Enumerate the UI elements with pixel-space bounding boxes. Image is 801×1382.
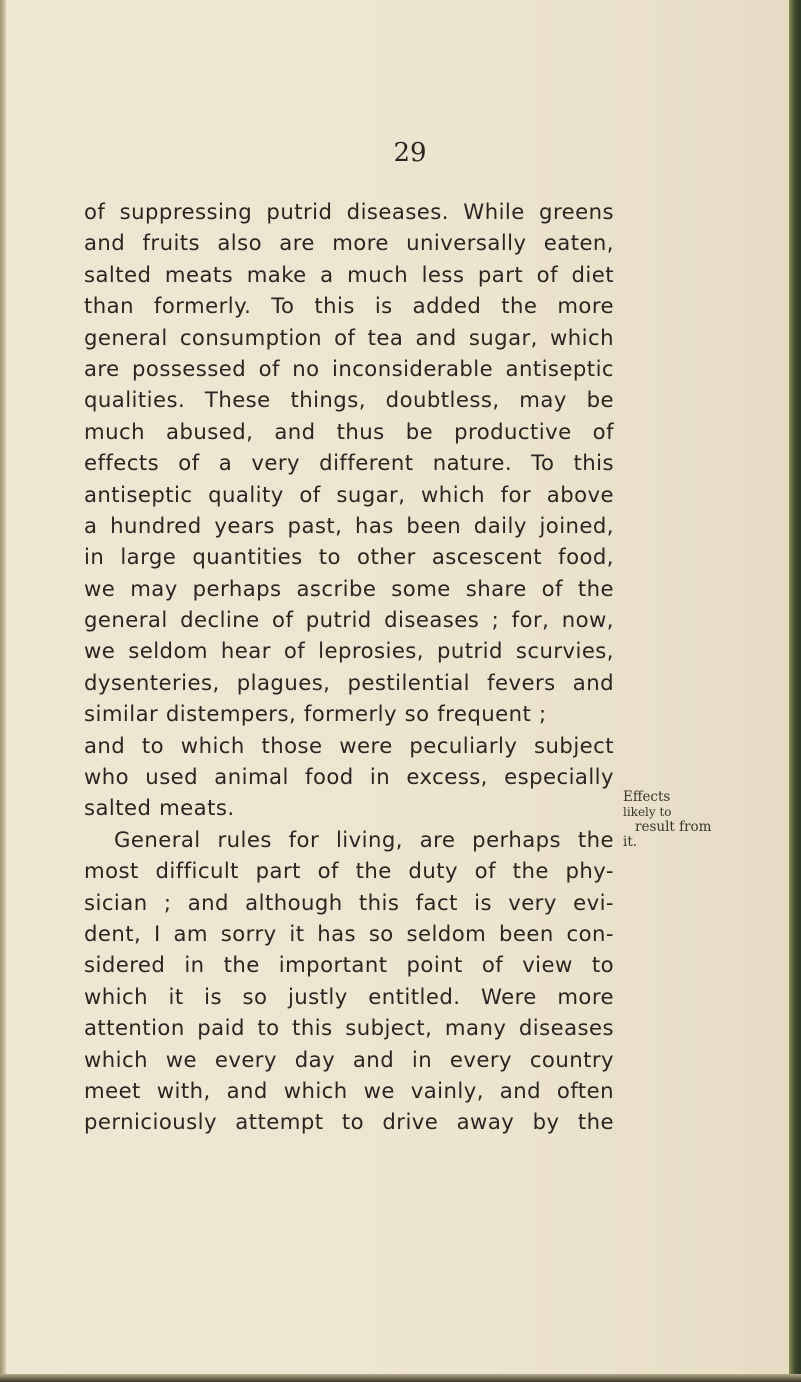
text-line: perniciously attempt to drive away by the — [84, 1109, 614, 1135]
text-line: a hundred years past, has been daily joined, — [84, 512, 614, 538]
text-line: in large quantities to other ascescent food, — [84, 544, 614, 570]
text-line: similar distempers, formerly so frequent ; — [84, 701, 547, 727]
text-line: effects of a very different nature. To this — [84, 450, 614, 476]
text-line: general consumption of tea and sugar, which — [84, 324, 614, 350]
text-line: of suppressing putrid diseases. While greens — [84, 199, 614, 224]
text-line: than formerly. To this is added the more — [84, 293, 614, 319]
marginal-note-line: likely to — [623, 805, 672, 819]
text-line: meet with, and which we vainly, and often — [84, 1077, 614, 1103]
page-number: 29 — [393, 138, 427, 168]
text-line: attention paid to this subject, many diseases — [84, 1015, 614, 1041]
text-line: sician ; and although this fact is very evi- — [84, 889, 614, 915]
marginal-note — [623, 790, 723, 850]
text-line: and fruits also are more universally eaten, — [84, 230, 614, 256]
text-line: salted meats make a much less part of diet — [84, 261, 614, 287]
marginal-note-line: result from — [635, 819, 712, 835]
body-text — [84, 196, 614, 1138]
text-line: General rules for living, are perhaps the — [114, 826, 614, 852]
text-line: much abused, and thus be productive of — [84, 418, 614, 444]
text-line: antiseptic quality of sugar, which for above — [84, 481, 614, 507]
marginal-note-line: Effects — [623, 789, 671, 805]
text-line: who used animal food in excess, especially — [84, 764, 614, 790]
page-right-edge — [789, 0, 801, 1382]
text-line: salted meats. — [84, 795, 235, 821]
page-bottom-edge — [0, 1374, 801, 1382]
text-line: dysenteries, plagues, pestilential fevers and — [84, 669, 614, 695]
text-line: qualities. These things, doubtless, may be — [84, 387, 614, 413]
text-line: sidered in the important point of view to — [84, 952, 614, 978]
text-line: are possessed of no inconsiderable antiseptic — [84, 355, 614, 381]
text-line: which it is so justly entitled. Were more — [84, 983, 614, 1009]
text-line: we seldom hear of leprosies, putrid scurvies, — [84, 638, 614, 664]
marginal-note-line: it. — [623, 834, 638, 850]
text-line: and to which those were peculiarly subject — [84, 732, 614, 758]
text-line: we may perhaps ascribe some share of the — [84, 575, 614, 601]
text-line: dent, I am sorry it has so seldom been con- — [84, 920, 614, 946]
text-line: most difficult part of the duty of the phy- — [84, 858, 614, 884]
text-line: which we every day and in every country — [84, 1046, 614, 1072]
text-line: general decline of putrid diseases ; for, now, — [84, 607, 614, 633]
page-left-edge — [0, 0, 6, 1382]
